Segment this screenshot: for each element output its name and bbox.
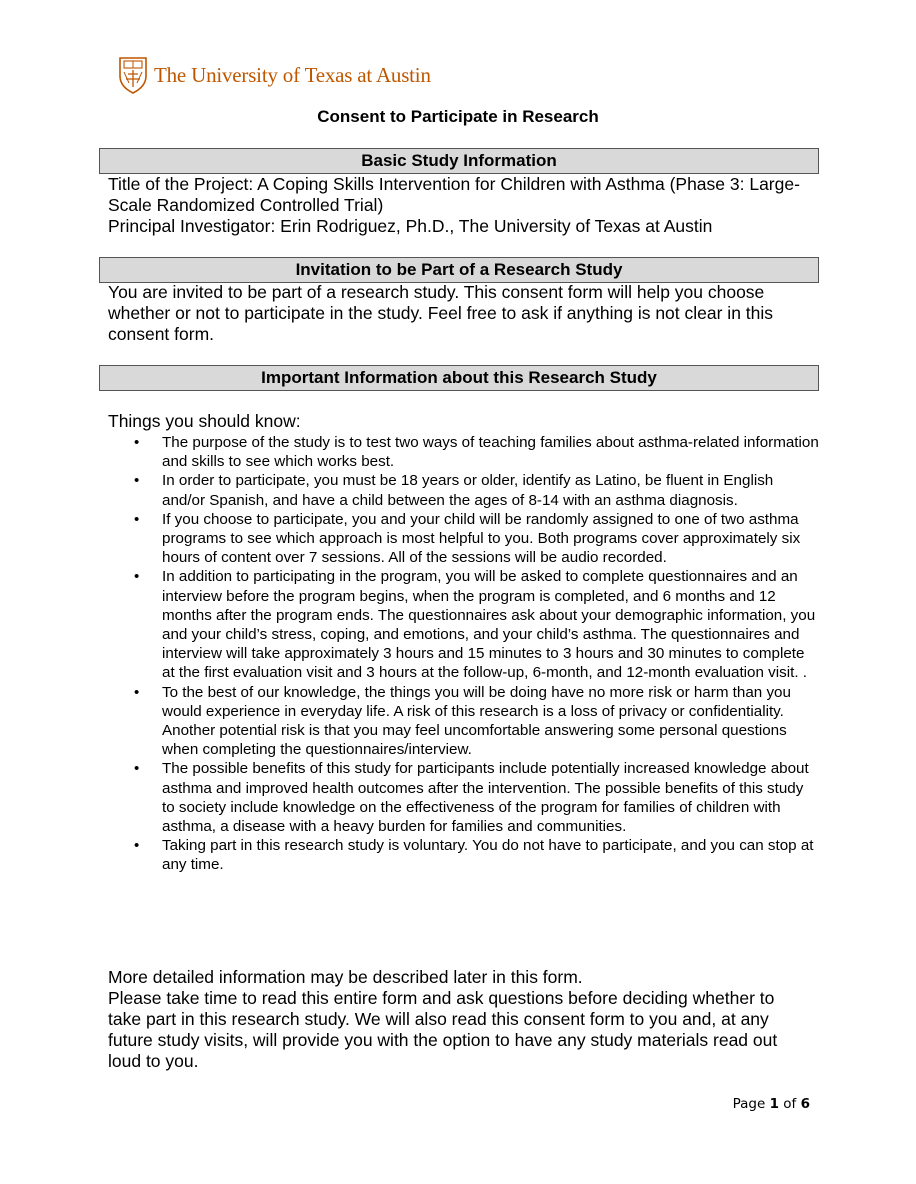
- closing-text: Please take time to read this entire form and ask questions before deciding whether to take part in this research study. We will also read this consent form to you and, at any future study visits, will provide you with the option to have any study materials read out loud to you.: [108, 988, 778, 1071]
- things-to-know-list: [130, 433, 820, 875]
- list-item: • If you choose to participate, you and your child will be randomly assigned to one of two asthma programs to see which approach is most helpful to you. Both programs cover approximately six hours of content over 7 sessions. All of the sessions will be audio recorded.: [130, 510, 820, 568]
- list-item: • The purpose of the study is to test two ways of teaching families about asthma-related information and skills to see which works best.: [130, 433, 820, 471]
- basic-info-heading: Basic Study Information: [99, 148, 819, 174]
- list-item: • The possible benefits of this study for participants include potentially increased knowledge about asthma and improved health outcomes after the intervention. The possible benefits of this study to society include knowledge on the effectiveness of the program for families of children with asthma, a disease with a heavy burden for families and communities.: [130, 759, 820, 836]
- university-name: The University of Texas at Austin: [154, 62, 431, 87]
- total-pages: 6: [800, 1096, 810, 1112]
- more-info-text: More detailed information may be described later in this form.: [108, 967, 583, 987]
- invitation-heading: Invitation to be Part of a Research Study: [99, 257, 819, 283]
- important-info-heading: Important Information about this Research Study: [99, 365, 819, 391]
- closing-block: [108, 967, 808, 1072]
- things-to-know-intro: Things you should know:: [108, 411, 301, 431]
- list-item: • In addition to participating in the program, you will be asked to complete questionnaires and an interview before the program begins, when the program is completed, and 6 months and 12 months after the program ends. The questionnaires ask about your demographic information, you and your child’s stress, coping, and emotions, and your child’s asthma. The questionnaires and interview will take approximately 3 hours and 15 minutes to 3 hours and 30 minutes to complete at the first evaluation visit and 3 hours at the follow-up, 6-month, and 12-month evaluation visit. .: [130, 567, 820, 682]
- invitation-text: You are invited to be part of a research study. This consent form will help you choose whether or not to participate in the study. Feel free to ask if anything is not clear in this consent form.: [108, 282, 774, 344]
- ut-seal-icon: [118, 56, 148, 94]
- project-title: Title of the Project: A Coping Skills Intervention for Children with Asthma (Phase 3: Large-Scale Randomized Controlled Trial): [108, 174, 800, 215]
- list-item: • In order to participate, you must be 18 years or older, identify as Latino, be fluent in English and/or Spanish, and have a child between the ages of 8-14 with an asthma diagnosis.: [130, 471, 820, 509]
- principal-investigator: Principal Investigator: Erin Rodriguez, Ph.D., The University of Texas at Austin: [108, 216, 713, 236]
- list-item: • Taking part in this research study is voluntary. You do not have to participate, and you can stop at any time.: [130, 836, 820, 874]
- page-title: Consent to Participate in Research: [317, 107, 599, 126]
- page-number: Page 1 of 6: [732, 1096, 810, 1112]
- basic-info-block: [108, 174, 808, 237]
- list-item: • To the best of our knowledge, the things you will be doing have no more risk or harm than you would experience in everyday life. A risk of this research is a loss of privacy or confidentiality. Another potential risk is that you may feel uncomfortable answering some personal questions when completing the questionnaires/interview.: [130, 683, 820, 760]
- university-logo: [118, 56, 431, 94]
- current-page: 1: [769, 1096, 779, 1112]
